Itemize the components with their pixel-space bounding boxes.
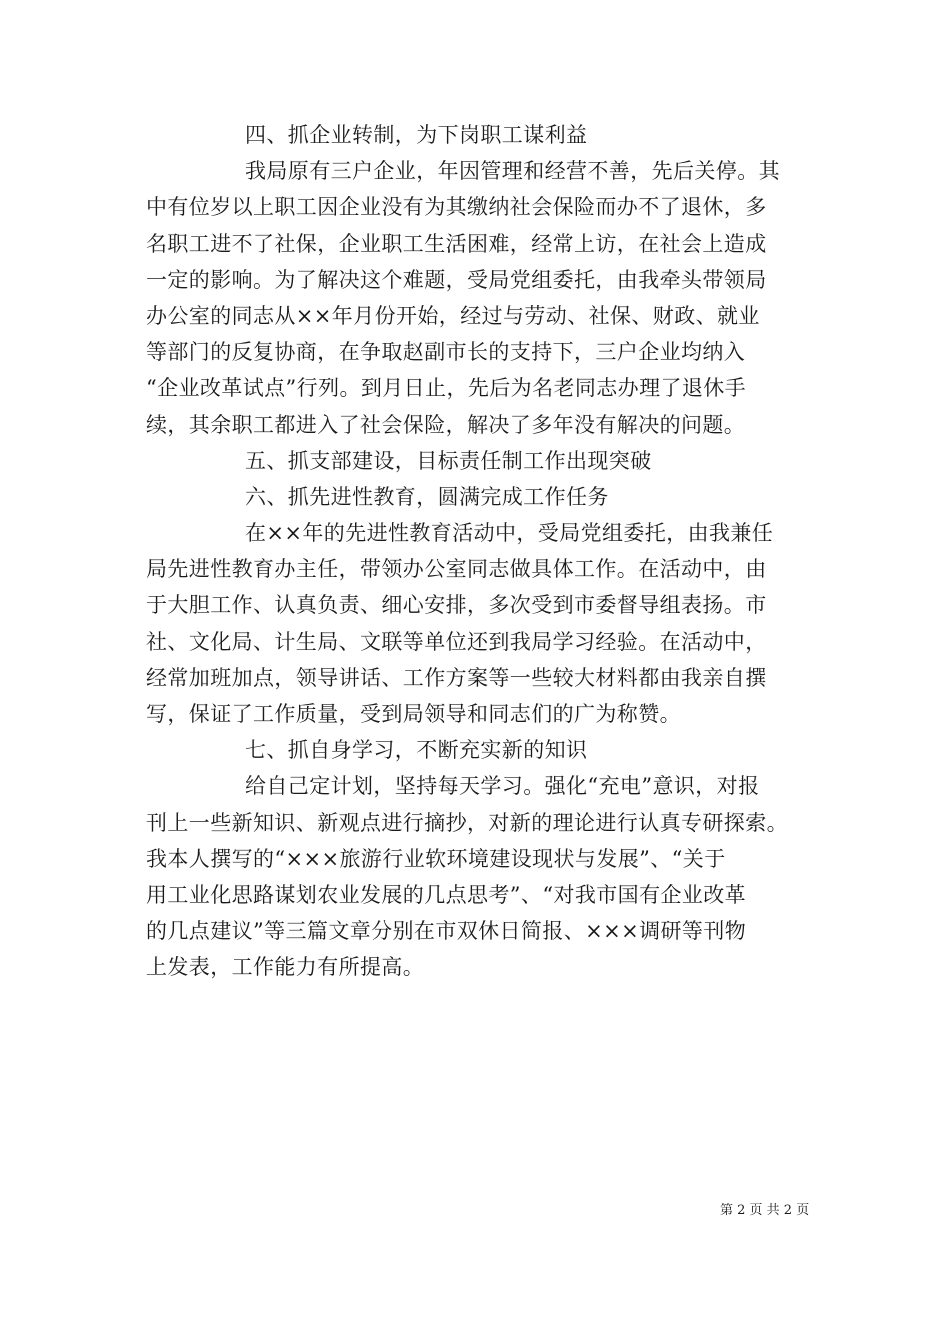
section-heading: 四、抓企业转制，为下岗职工谋利益 (245, 123, 588, 147)
paragraph-line: 上发表，工作能力有所提高。 (146, 955, 425, 980)
paragraph-line: 我局原有三户企业，年因管理和经营不善，先后关停。其 (245, 159, 780, 184)
paragraph-line: 一定的影响。为了解决这个难题，受局党组委托，由我牵头带领局 (146, 267, 767, 292)
paragraph-line: 的几点建议”等三篇文章分别在市双休日简报、×××调研等刊物 (146, 919, 747, 944)
paragraph-line: 办公室的同志从××年月份开始，经过与劳动、社保、财政、就业 (146, 303, 760, 328)
section-heading: 七、抓自身学习，不断充实新的知识 (245, 738, 588, 763)
paragraph-line: 局先进性教育办主任，带领办公室同志做具体工作。在活动中，由 (146, 557, 767, 582)
paragraph-line: 我本人撰写的“×××旅游行业软环境建设现状与发展”、“关于 (146, 846, 726, 871)
paragraph-line: 社、文化局、计生局、文联等单位还到我局学习经验。在活动中， (146, 629, 767, 654)
paragraph-line: 用工业化思路谋划农业发展的几点思考”、“对我市国有企业改革 (146, 882, 747, 907)
paragraph-line: 于大胆工作、认真负责、细心安排，多次受到市委督导组表扬。市 (146, 593, 767, 618)
page-number: 第 2 页 共 2 页 (720, 1203, 810, 1218)
paragraph-line: 给自己定计划，坚持每天学习。强化“充电”意识，对报 (245, 774, 760, 799)
section-heading: 六、抓先进性教育，圆满完成工作任务 (245, 484, 609, 509)
paragraph-line: 等部门的反复协商，在争取赵副市长的支持下，三户企业均纳入 (146, 340, 746, 365)
paragraph-line: 中有位岁以上职工因企业没有为其缴纳社会保险而办不了退休，多 (146, 195, 767, 220)
paragraph-line: 写，保证了工作质量，受到局领导和同志们的广为称赞。 (146, 702, 681, 726)
document-body (146, 117, 811, 986)
paragraph-line: 刊上一些新知识、新观点进行摘抄，对新的理论进行认真专研探索。 (146, 810, 788, 835)
paragraph-line: 名职工进不了社保，企业职工生活困难，经常上访，在社会上造成 (146, 231, 767, 256)
paragraph-line: 在××年的先进性教育活动中，受局党组委托，由我兼任 (245, 521, 774, 546)
paragraph-line: “企业改革试点”行列。到月日止，先后为名老同志办理了退休手 (146, 376, 747, 401)
section-heading: 五、抓支部建设，目标责任制工作出现突破 (245, 448, 652, 473)
paragraph-line: 经常加班加点，领导讲话、工作方案等一些较大材料都由我亲自撰 (146, 665, 767, 690)
paragraph-line: 续，其余职工都进入了社会保险，解决了多年没有解决的问题。 (146, 412, 746, 437)
